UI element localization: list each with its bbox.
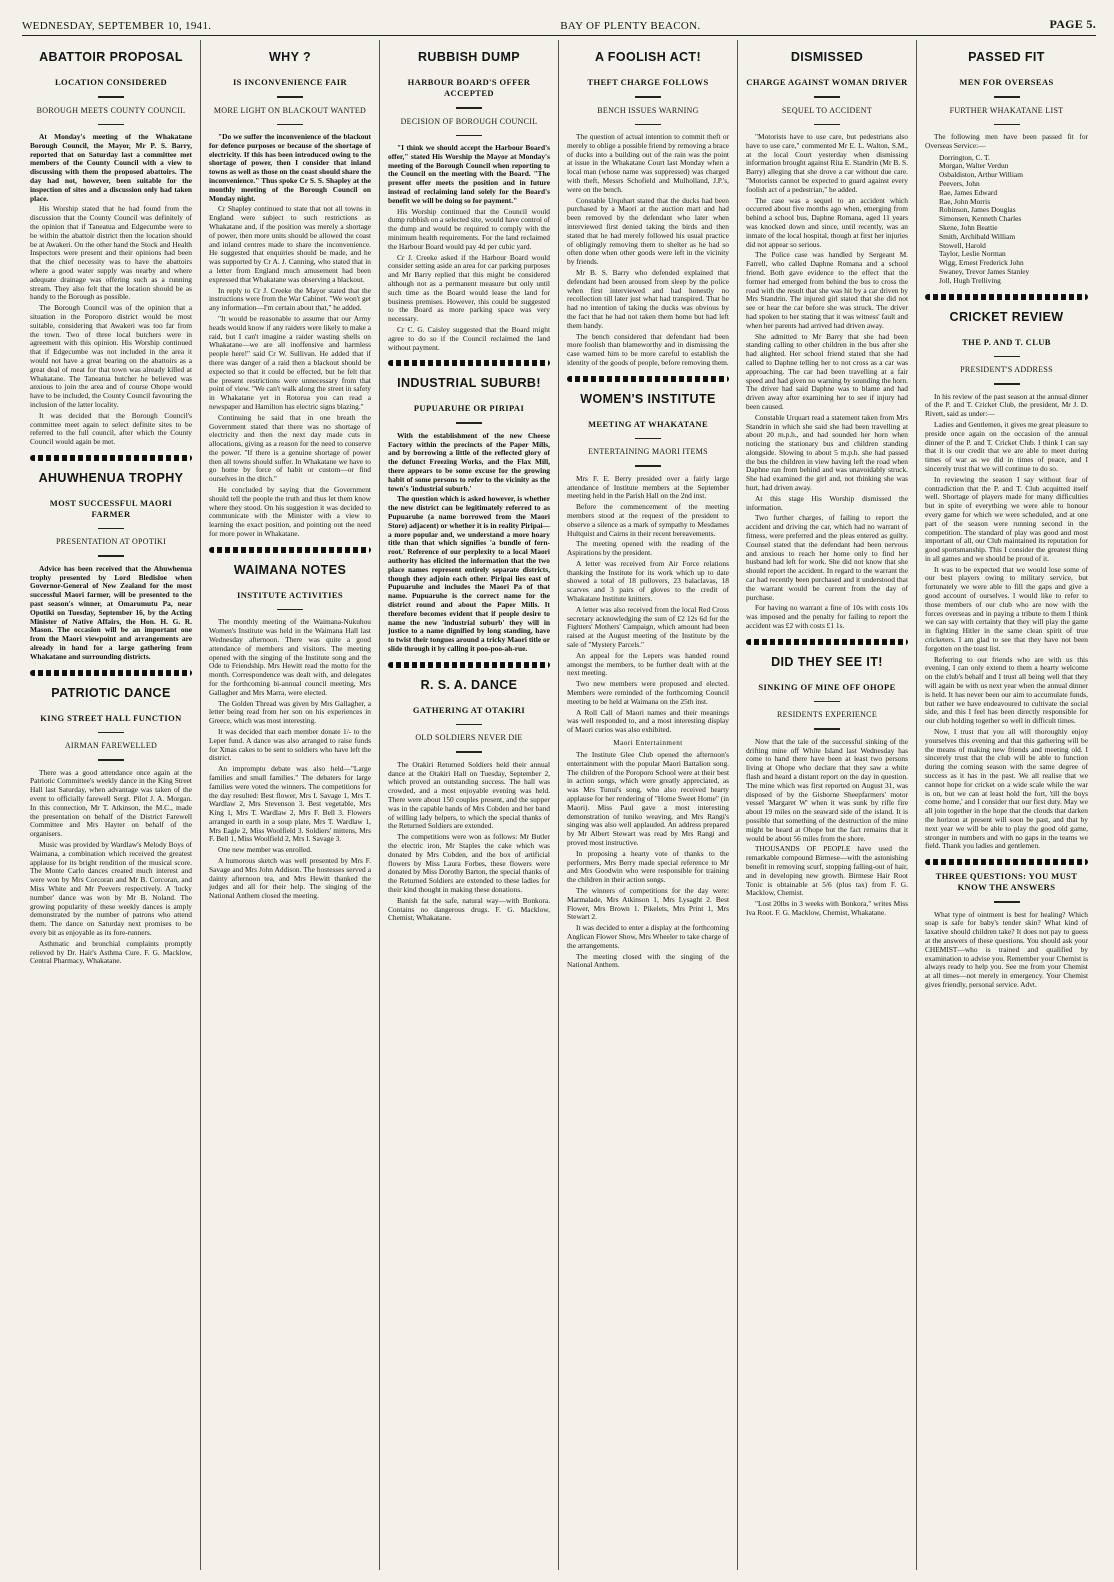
heading-rule [456,751,482,753]
article-paragraph: The Otakiri Returned Soldiers held their annual dance at the Otakiri Hall on Tuesday, September 2, which proved an outstanding success. The hall was crowded, and a most enjoyable evening was held. There were about 150 couples present, and the supper was in the capable hands of Mrs Cobden and her band of willing lady helpers, to which the special thanks of the Returned Soldiers are extended. [388,759,550,831]
heading-rule [814,124,840,126]
article-divider [30,670,192,676]
heading-rule [277,96,303,98]
heading-rule [98,759,124,761]
section-subhead: Maori Entertainment [613,739,683,748]
newspaper-columns [22,40,1096,1570]
article-paragraph: Two further charges, of failing to report the accident and driving the car, which had no warrant of fitness, were preferred and the pleas entered as guilty. Counsel stated that the defendant had been nervous and anxious to reach her home only to find her husband had left for work. She did not know that she should report the accident. In regard to the warrant the car had recently been purchased and it understood that the warrant would be current from the day of purchase. [746,513,908,602]
newspaper-title: BAY OF PLENTY BEACON. [560,20,701,32]
article-divider [209,547,371,553]
article [567,50,729,368]
article-divider [30,455,192,461]
list-item: Wigg, Ernest Frederick John [939,258,1024,268]
article-paragraph: The monthly meeting of the Waimana-Nukuhou Women's Institute was held in the Waimana Hall last Wednesday afternoon. There was quite a good attendance of members and visitors. The meeting opened with the singing of the Institute song and the Ode to Friendship. Mrs Hewitt read the motto for the month. Correspondence was dealt with, and delegates for the forthcoming bi-annual council meeting, Mrs Gallagher and Mrs Marra, were elected. [209,617,371,697]
article-kicker: MORE LIGHT ON BLACKOUT WANTED [213,105,367,115]
heading-rule [814,96,840,98]
article-paragraph: For having no warrant a fine of 10s with costs 10s was imposed and the penalty for failing to report the accident was £2 with costs £1 1s. [746,603,908,631]
article-subheadline: THEFT CHARGE FOLLOWS [587,77,709,87]
article [925,50,1088,286]
article-divider [925,859,1088,865]
list-item: Robinson, James Douglas [939,205,1016,215]
article-paragraph: The Institute Glee Club opened the afternoon's entertainment with the popular Maori Battalion song. The children of the Poroporo School were at their best in action songs, which were greatly appreciated, as was Mrs Tunui's song, who also received hearty applause for her rendering of "Home Sweet Home" (in Maori). Miss Paul gave a most interesting demonstration of tuniko weaving, and Mrs Rangi's singing was also well applauded. An address prepared by Mr Albert Stewart was read by Mrs Rangi and proved most instructive. [567,750,729,847]
heading-rule [98,732,124,734]
article-paragraph: Cr Shapley continued to state that not all towns in England were subject to such restrictions as Whakatane and, if the position was merely a shortage of power, then more units should be allowed the coast and inland centres made to share the inconvenience. He suggested that enquiries should be made, and he was supported by Cr A. J. Canning, who stated that in a letter from England much amusement had been expressed that Whakatane was observing a blackout. [209,204,371,284]
article-paragraph: At Monday's meeting of the Whakatane Borough Council, the Mayor, Mr P. S. Barry, reported that on Saturday last a committee met members of the County Council with a view to discussing with them the proposed abattoirs. The day had not, however, been suitable for the inspection of sites and a discussion only had taken place. [30,132,192,203]
article-paragraph: In reply to Cr J. Creeke the Mayor stated that the instructions were from the War Cabinet. "We won't get any information—I'm certain about that," he added. [209,285,371,313]
article-divider [746,639,908,645]
article-paragraph: Music was provided by Wardlaw's Melody Boys of Waimana, a combination which received the greatest applause for its bright rendition of the musical score. The Monte Carlo dances created much interest and were won by Mrs Corcoran and Mr B. Corcoran, and Miss White and Mr Peevers respectively. A 'lucky number' dance was won by Mr B. Noland. The growing popularity of these weekly dances is amply demonstrated by the number of patrons who attend them. The dance on Saturday next promises to be every bit as enjoyable as its fore-runners. [30,840,192,937]
article-paragraph: Now, I trust that you all will thoroughly enjoy yourselves this evening and that this gathering will be the means of making new friends and meeting old. I sincerely trust that the club will be able to function during the coming season with the same degree of success as it has in the past. We all realise that we cannot hope for cricket on a wide scale while the war is on, but we can at least hold the fort, 'till the boys come home,' and I consider that our first duty. May we all join together in the hope that the clouds that darken the horizon at present will soon be past, and that by next year we will be able to play the good old game, stronger in numbers and with no gaps in the teams we field. Thank you ladies and gentlemen. [925,727,1088,851]
heading-rule [814,728,840,730]
heading-rule [98,528,124,530]
list-item: Rae, John Morris [939,196,991,206]
issue-date: WEDNESDAY, SEPTEMBER 10, 1941. [22,20,212,32]
heading-rule [98,96,124,98]
heading-rule [994,383,1020,385]
article [30,50,192,447]
article-kicker: RESIDENTS EXPERIENCE [777,710,877,720]
article-divider [925,294,1088,300]
article-paragraph: A letter was received from Air Force relations thanking the Institute for its work which up to date showed a total of 18 pullovers, 23 balaclavas, 18 scarves and 3 pairs of gloves to the credit of Whakatane Institute knitters. [567,558,729,604]
article-paragraph: Banish fat the safe, natural way—with Bonkora. Contains no dangerous drugs. F. G. Macklow, Chemist, Whakatane. [388,895,550,923]
article-paragraph: At this stage His Worship dismissed the information. [746,493,908,512]
article-divider [388,360,550,366]
masthead [22,14,1096,36]
article-paragraph: THOUSANDS OF PEOPLE have used the remarkable compound Birmese—with the astonishing benefit in removing scurf, stopping falling-out of hair, and in developing new growth. Birmese Hair Root Tonic is obtainable at 5/6 (plus tax) from F. G. Macklow, Chemist. [746,844,908,898]
article-kicker: PRESENTATION AT OPOTIKI [55,537,167,547]
heading-rule [635,465,661,467]
article-paragraph: Constable Urquhart stated that the ducks had been purchased by a Maori at the auction mart and had been removed by the defendant who later when interviewed first denied taking the birds and then stated that he had merely followed his usual practice of obligingly removing them to shelter as he had so often done when other goods were left in the vicinity by friends. [567,195,729,267]
article-kicker: DECISION OF BOROUGH COUNCIL [400,116,538,126]
article-paragraph: Asthmatic and bronchial complaints promptly relieved by Dr. Hair's Asthma Cure. F. G. Macklow, Central Pharmacy, Whakatane. [30,938,192,966]
article-subheadline: IS INCONVENIENCE FAIR [232,77,348,87]
article-headline: DISMISSED [790,50,864,64]
article-paragraph: The following men have been passed fit for Overseas Service:— [925,132,1088,150]
article-paragraph: With the establishment of the new Cheese Factory within the precincts of the Paper Mills, and by borrowing a little of the reflected glory of the defunct Freezing Works, and the Flax Mill, there appears to be some excuse for the growing habit of some persons to refer to the vicinity as the town's 'industrial suburb.' [388,430,550,493]
list-item: Joll, Hugh Trelliving [939,275,1001,285]
article-subheadline: INSTITUTE ACTIVITIES [236,589,344,600]
heading-rule [635,438,661,440]
article-kicker: PRESIDENT'S ADDRESS [960,365,1053,375]
article-paragraph: It was decided that the Borough Council's committee meet again to select definite sites to be referred to the full council, after which the County Council would again be met. [30,410,192,447]
heading-rule [814,701,840,703]
article [567,392,729,970]
list-item: Rae, James Edward [939,187,998,197]
article-paragraph: The competitions were won as follows: Mr Butler the electric iron, Mr Staples the cake which was donated by Mrs Cobden, and the box of artificial flowers by Miss Laura Forbes, these flowers were donated by Miss Dorothy Barton, the special thanks of the Returned Soldiers are extended to these ladies for their kind thought in making these donations. [388,832,550,894]
column-4 [559,40,738,1570]
article-subheadline: THE P. AND T. CLUB [962,336,1051,347]
heading-rule [456,135,482,137]
column-3 [380,40,559,1570]
heading-rule [456,422,482,424]
article-paragraph: It was decided that each member donate 1/- to the Leper fund. A dance was also arranged to raise funds for Xmas cakes to be sent to soldiers who have left the district. [209,726,371,763]
article-paragraph: Ladies and Gentlemen, it gives me great pleasure to preside once again on the occasion of the annual dinner of the P. and T. Cricket Club. I think I can say that it is our credit that we are able to meet during times of war as we did in times of peace, and I sincerely trust that we will continue to do so. [925,419,1088,473]
article-paragraph: He concluded by saying that the Government should tell the people the truth and thus let them know where they stood. On his suggestion it was decided to communicate with the Minister with a view to learning the exact position, and pointing out the need for more power in Whakatane. [209,485,371,539]
article [209,563,371,901]
heading-rule [456,107,482,109]
article-headline: RUBBISH DUMP [417,50,521,64]
article-paragraph: Before the commencement of the meeting members stood at the request of the president to observe a silence as a mark of sympathy to Mesdames Hultquist and Cairns in their recent bereavements. [567,502,729,538]
article-paragraph: The Borough Council was of the opinion that a situation in the Poroporo district would be most suitable, considering that Awakeri was too far from the town. Two of three local butchers were in agreement with this opinion. His Worship continued that if Edgecumbe was not included in the area it would not have a great bearing on the abattoirs as a great deal of meat for that town was already killed at Whakatane. The Taneatua butcher he believed was anxious to join the area and of course Ohope would have to be included, the County Council favouring the inclusion of the latter locality. [30,303,192,409]
article-subheadline: GATHERING AT OTAKIRI [412,704,526,715]
article-paragraph: The question of actual intention to commit theft or merely to oblige a possible friend by removing a brace of ducks into a building out of the rain was the point at issue in the Whakatane Court last Monday when a local man (whose name was suppressed) was charged with theft, Messrs Schofield and Mulholland, J.P.'s, were on the bench. [567,132,729,194]
article-divider [388,662,550,668]
article-paragraph: Two new members were proposed and elected. Members were reminded of the forthcoming Council meeting to be held at Waimana on the 25th inst. [567,679,729,706]
heading-rule [994,124,1020,126]
heading-rule [635,124,661,126]
article-paragraph: What type of ointment is best for healing? Which soap is safe for baby's tender skin? What kind of laxative should children take? It does not pay to guess at the answers of these questions. You should ask your CHEMIST—who is trained and qualified by examination to advise you. Remember your Chemist is always ready to help you. See me from your Chemist at all times—not merely in emergency. Your Chemist gives friendly, personal service. Advt. [925,909,1088,990]
article-paragraph: Constable Urquart read a statement taken from Mrs Standrin in which she said she had been travelling at about 20 m.p.h., and had sounded her horn when noticing the stationary bus and children standing alongside. Slowing to about 5 m.p.h. she had passed the bus the children in view having left the road when Daphne ran from behind and was unavoidably struck. She had examined the girl and, not thinking she was hurt, had driven away. [746,412,908,493]
article-paragraph: Mr B. S. Barry who defended explained that defendant had been aroused from sleep by the police when first interviewed and had honestly no recollection till later just what had transpired. That he had no intention of taking the ducks was obvious by the fact that he had not taken them home but had left them handy. [567,267,729,330]
article-paragraph: It was to be expected that we would lose some of our best players owing to military service, but fortunately we were able to fill the gaps and give a good account of ourselves. I would like to refer to those members of our club who are now with the forces overseas and in paying a tribute to them I think we can say with certainty that they will play the game in fighting Hitler in the same clean spirit of true cricketers. I am glad to see that they have not been forgotten on the toast list. [925,564,1088,653]
article-kicker: BENCH ISSUES WARNING [597,105,699,115]
article-paragraph: The Police case was handled by Sergeant M. Farrell, who called Daphne Romana and a school friend. Both gave evidence to the effect that the former had emerged from behind the bus to cross the road with the result that she was hit by a car driven by Mrs Standrin. The injured girl stated that she did not see or hear the car before she was struck. The driver had spoken to her stating that it was witness' fault and when her parents had arrived had driven away. [746,250,908,330]
article-paragraph: A letter was also received from the local Red Cross secretary acknowledging the sum of £2 12s 6d for the Fighters' Mothers' Campaign, which amount had been raised at the August meeting of the Institute by the sale of "Mystery Parcels." [567,604,729,650]
list-item: Morgan, Walter Verdun [939,161,1009,171]
article-paragraph: There was a good attendance once again at the Patriotic Committee's weekly dance in the King Street Hall last Saturday, when advantage was taken of the event to officially farewell Sergt. Pilot J. A. Morgan. In this connection, Mr T. Atkinson, the M.C., made the presentation on behalf of the District Farewell Committee and Mrs Hayter on behalf of the organisers. [30,767,192,839]
article [388,678,550,923]
article-kicker: FURTHER WHAKATANE LIST [949,105,1064,115]
article-subheadline: CHARGE AGAINST WOMAN DRIVER [746,77,908,87]
heading-rule [994,96,1020,98]
heading-rule [456,724,482,726]
article-paragraph: The winners of competitions for the day were: Marmalade, Mrs Atkinson 1, Mrs Lysaght 2. Best Flower, Mrs Brown 1. Pikelets, Mrs Print 1, Mrs Stewart 2. [567,885,729,922]
article [746,50,908,631]
article [746,655,908,918]
article-paragraph: She admitted to Mr Barry that she had been standing calling to other children in the bus after she had alighted. Her school friend stated that she had called to Daphne telling her to not cross as a car was approaching. The car had been travelling at a fair speed and had given no warning by sounding the horn. The driver had said Daphne was to blame and had driven away after examining her to see if injury had been caused. [746,331,908,411]
article-paragraph: "Motorists have to use care, but pedestrians also have to use care," commented Mr E. L. Walton, S.M., at the local Court yesterday when dismissing information brought against Rita E. Standrin (Mr B. S. Barry) alleging that she drove a car without due care. "Motorists cannot be expected to guard against every foolish act of a pedestrian," he added. [746,132,908,194]
article-paragraph: Cr C. G. Caisley suggested that the Board might agree to do so if the Council reclaimed the land without payment. [388,324,550,352]
article-subheadline: PUPUARUHE OR PIRIPAI [413,403,525,414]
list-item: Taylor, Leslie Norman [939,249,1006,259]
article-subheadline: MEETING AT WHAKATANE [587,418,709,429]
article [925,310,1088,852]
column-2 [201,40,380,1570]
article-kicker: AIRMAN FAREWELLED [64,741,158,751]
list-item: Osbaldiston, Arthur William [939,170,1023,180]
article [925,871,1088,990]
article-headline: DID THEY SEE IT! [771,654,883,669]
page-number: PAGE 5. [1049,17,1096,31]
heading-rule [635,96,661,98]
article-kicker: BOROUGH MEETS COUNTY COUNCIL [36,105,186,115]
article-headline: R. S. A. DANCE [420,677,518,692]
article [388,50,550,352]
article-paragraph: In proposing a hearty vote of thanks to the performers, Mrs Berry made special reference to Mr and Mrs Goodwin who were responsible for training the children in their action songs. [567,848,729,885]
heading-rule [994,356,1020,358]
article-subheadline: MEN FOR OVERSEAS [959,77,1054,87]
article-paragraph: The meeting opened with the reading of the Aspirations by the president. [567,539,729,558]
article-paragraph: Continuing he said that in one breath the Government stated that there was no shortage of electricity and then the next day made cuts in allocations, giving as a reason for the need to conserve the power. "If there is a genuine shortage of power then all towns should suffer. In Whakatane we have to go home by force of habit or custom—or find ourselves in the ditch." [209,412,371,484]
article-paragraph: His Worship continued that the Council would dump rubbish on a selected site, would have control of the dump and would be required to comply with the minimum health requirements. For the land reclaimed the Harbour Board would pay 4d per cubic yard. [388,206,550,251]
heading-rule [994,901,1020,903]
article-paragraph: Referring to our friends who are with us this evening, I can only extend to them a hearty welcome on the club's behalf and I trust all being well that they will again be with us next year when the annual dinner is held. It has never been our aim to accumulate funds, but rather we have endeavoured to cultivate the social side, and this I feel has been directly responsible for our club holding together so well in difficult times. [925,654,1088,726]
article-subheadline: MOST SUCCESSFUL MAORI FARMER [49,497,173,519]
article-paragraph: Cr J. Creeke asked if the Harbour Board would consider setting aside an area for car parking purposes and Mr Barry replied that this might be considered although not as a permanent measure but only until such time as the Board would lease the land for business premises. However, this could be suggested to the Board as more parking space was very necessary. [388,252,550,324]
article-paragraph: An appeal for the Lepers was handed round amongst the members, to be further dealt with at the next meeting. [567,650,729,678]
list-item: Peevers, John [939,178,980,188]
article-paragraph: The case was a sequel to an accident which occurred about five months ago when, emerging from behind a school bus, Daphne Romana, aged 11 years was knocked down and since, until recently, was an inmate of the local hospital, though at first her injuries did not appear so serious. [746,195,908,249]
article-subheadline: KING STREET HALL FUNCTION [40,712,182,723]
article-paragraph: In his review of the past season at the annual dinner of the P. and T. Cricket Club, the president, Mr J. D. Rivett, said as under:— [925,391,1088,419]
column-5 [738,40,917,1570]
article-kicker: OLD SOLDIERS NEVER DIE [415,733,523,743]
article-paragraph: "It would be reasonable to assume that our Army heads would know if any raiders were likely to make a raid, but I can't imagine a raider wasting shells on Whakatane—we are all inoffensive and harmless people here!" said Cr W. Sullivan. He added that if there was danger of a raid then a blackout should be expected so that it could be effected, but he felt that the present restrictions were unnecessary from that point of view. "We can't walk along the street in safety in Whakatane yet in Rotorua you can read a newspaper and Hamilton has electric signs blazing." [209,313,371,411]
article-paragraph: A Roll Call of Maori names and their meanings was well responded to, and a most interesting display of Maori curios was also exhibited. [567,707,729,735]
list-item: Simonsen, Kenneth Charles [939,214,1022,224]
list-item: Swaney, Trevor James Stanley [939,266,1030,276]
article [30,471,192,662]
article-paragraph: The bench considered that defendant had been more foolish than blameworthy and in dismissing the case warned him to be more careful to establish the identity of the goods of people, before removing them. [567,331,729,367]
article-kicker: ENTERTAINING MAORI ITEMS [588,447,708,457]
article-headline: CRICKET REVIEW [949,309,1064,324]
article-headline: WHY ? [268,50,312,64]
article-paragraph: His Worship stated that he had found from the discussion that the County Council was definitely of the opinion that if Taneatua and Edgecumbe were to be within the abattoir district then the location should be at Awakeri. On the other hand the Stock and Health Inspectors were present and their opinions had been that the chief necessity was to have the abattoirs where a good water supply was nearby and where adequate drainage was offering such as a running stream. They also felt that the location should be as handy to the Borough as possible. [30,204,192,302]
article-subheadline: THREE QUESTIONS: YOU MUST KNOW THE ANSWERS [935,871,1078,893]
list-item: Stowell, Harold [939,240,986,250]
article-headline: A FOOLISH ACT! [594,50,702,64]
article-headline: WAIMANA NOTES [233,562,347,577]
article [30,686,192,967]
article-headline: AHUWHENUA TROPHY [38,470,184,485]
name-list [939,154,1088,286]
article-subheadline: HARBOUR BOARD'S OFFER ACCEPTED [407,77,531,98]
article-paragraph: "Do we suffer the inconvenience of the blackout for defence purposes or because of the shortage of electricity. If this has been introduced owing to the shortage of power, then I consider that inland towns as well as those on the coast should share the inconvenience." Thus spoke Cr S. S. Shapley at the monthly meeting of the Borough Council on Monday night. [209,132,371,203]
article-headline: ABATTOIR PROPOSAL [39,50,183,64]
article-headline: PASSED FIT [968,50,1045,64]
article-paragraph: Now that the tale of the successful sinking of the drifting mine off White Island last Wednesday has come to hand there have been at least two persons living at Ohope who declare that they saw a white flash and heard a distant report on the day in question. The mine which was first reported on August 31, was disposed of by the Gisborne Sheepfarmers' motor vessel 'Margaret W' when it was sunk by rifle fire about 19 miles on the seaward side of the island. It is possible that something of the destruction of the mine might be heard at Ohope but the fact remains that it would be about 56 miles from the shore. [746,736,908,843]
article-paragraph: The meeting closed with the singing of the National Anthem. [567,951,729,970]
article-paragraph: "I think we should accept the Harbour Board's offer," stated His Worship the Mayor at Monday's meeting of the Borough Council when reporting to the Council on the meeting with the Board. "The present offer meets the position and in future instead of reclaiming land solely for the Board's benefit we will be doing so for payment." [388,143,550,205]
column-6 [917,40,1096,1570]
article [388,376,550,653]
article-headline: INDUSTRIAL SUBURB! [397,376,541,391]
list-item: Dorrington, C. T. [939,152,990,162]
article [209,50,371,539]
article-paragraph: One new member was enrolled. [218,845,312,855]
heading-rule [277,124,303,126]
article-headline: WOMEN'S INSTITUTE [580,391,716,406]
article-kicker: SEQUEL TO ACCIDENT [781,105,873,115]
article-paragraph: The question which is asked however, is whether the new district can be legitimately referred to as Pupuaruhe (a name borrowed from the Maori Store) adjacent) or whether it is in reality Piripai—a more popular and, we understand a more hoary title than that which signifies 'a bundle of fern-root.' Reference of our perplexity to a local Maori authority has elicited the information that the two place names represent entirely separate districts, though they adjoin each other. Piripai lies east of Pupuaruhe and includes the Maori Pa of that name. Pupuaruhe is the correct name for the district round and about the Paper Mills. It therefore becomes evident that if people desire to name the new 'industrial suburb' they will in justice to a name dignified by long standing, have to twist their tongues around a tricky Maori title or slide through it by calling it poo-poo-ah-rue. [388,494,550,653]
article-paragraph: "Lost 20lbs in 3 weeks with Bonkora," writes Miss Iva Root. F. G. Macklow, Chemist, Whakatane. [746,899,908,917]
heading-rule [277,609,303,611]
article-divider [567,376,729,382]
article-paragraph: Advice has been received that the Ahuwhenua trophy presented by Lord Bledisloe when Governor-General of New Zealand for the most successful Maori farmer, will be presented to the past season's winner, at Omarumutu Pa, near Opotiki on Tuesday, September 16, by the Acting Minister of Native Affairs, the Hon. H. G. R. Mason. The occasion will be an important one from the Maori viewpoint and arrangements are already in hand for a large gathering from Whakatane and surrounding districts. [30,563,192,661]
article-headline: PATRIOTIC DANCE [51,685,171,700]
article-paragraph: It was decided to enter a display at the forthcoming Anglican Flower Show, Mrs Wheeler to take charge of the arrangements. [567,923,729,950]
heading-rule [98,124,124,126]
article-paragraph: The Golden Thread was given by Mrs Gallagher, a letter being read from her son on his experiences in Greece, which was most interesting. [209,698,371,726]
column-1 [22,40,201,1570]
heading-rule [98,555,124,557]
article-subheadline: LOCATION CONSIDERED [54,77,168,87]
article-paragraph: In reviewing the season I say without fear of contradiction that the P. and T. Club acquitted itself well. Shortage of players made for many difficulties but in spite of everything we were able to honour every game for which we were scheduled, and at one part of the season were running second in the competition. The standard of play was good and most important of all, our Club maintained its reputation for good sportsmanship. This I consider the greatest thing in all games and we should be proud of it. [925,474,1088,563]
article-subheadline: SINKING OF MINE OFF OHOPE [758,681,896,692]
list-item: Smith, Archibald William [939,231,1016,241]
article-paragraph: An impromptu debate was also held—"Large families and small families." The debaters for large families were voted the winners. The competitions for the day resulted: Best flower, Mrs I. Savage 1, Mrs T. Wardlaw 2, Mrs Stevenson 3. Best vegetable, Mrs King 1, Mrs T. Wardlaw 2, Mrs F. Bell 3. Flowers arranged in earth in a soup plate, Mrs T. Wardlaw 1, Mrs Eagle 2, Miss Woolfield 3. Soldiers' mittens, Mrs F. Bell 1, Miss Woolfield 2, Mrs I. Savage 3. [209,764,371,844]
article-paragraph: A humorous sketch was well presented by Mrs F. Savage and Mrs John Addison. The hostesses served a dainty afternoon tea, and Mrs Hewitt thanked the judges and all for their help. The singing of the National Anthem closed the meeting. [209,856,371,901]
article-paragraph: Mrs F. E. Berry presided over a fairly large attendance of Institute members at the September meeting held in the Parish Hall on the 2nd inst. [567,473,729,501]
list-item: Skene, John Beattie [939,222,998,232]
